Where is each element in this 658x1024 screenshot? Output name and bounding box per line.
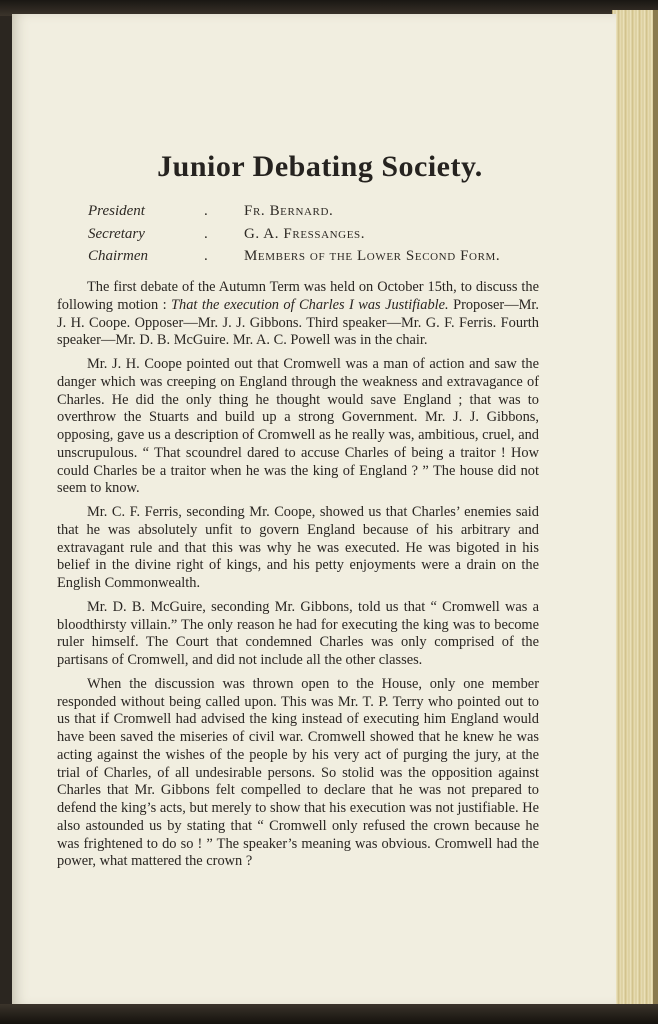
officer-role: President xyxy=(88,203,145,219)
article-body xyxy=(57,279,539,877)
scan-background-bottom xyxy=(0,1004,658,1024)
paragraph-text: The first debate of the Autumn Term was held on October 15th, to discuss the following motion : xyxy=(57,279,539,313)
officer-row-secretary xyxy=(88,226,558,249)
officer-row-chairmen xyxy=(88,248,558,271)
officer-row-president xyxy=(88,203,558,226)
paragraph-text: Proposer—Mr. J. H. Coope. Opposer—Mr. J. J. Gibbons. Third speaker—Mr. G. F. Ferris. Fourth speaker—Mr. D. B. McGuire. Mr. A. C. Powell was in the chair. xyxy=(57,296,540,349)
paragraph-ferris: Mr. C. F. Ferris, seconding Mr. Coope, showed us that Charles’ enemies said that he was absolutely unfit to govern England because of his arbitrary and extravagant rule and that this was why he was executed. He was bigoted in his belief in the divine right of kings, and his petty enjoyments were a drain on the English Commonwealth. xyxy=(57,504,539,591)
paragraph-opening xyxy=(57,279,539,350)
officer-role: Secretary xyxy=(88,225,145,242)
officer-name: G. A. Fressanges. xyxy=(244,225,366,242)
page-title: Junior Debating Society. xyxy=(157,150,483,183)
motion-text: That the execution of Charles I was Justifiable. xyxy=(171,296,449,313)
paragraph-discussion: When the discussion was thrown open to the House, only one member responded without being called upon. This was Mr. T. P. Terry who pointed out to us that if Cromwell had advised the king instead of executing him England would have been saved the miseries of civil war. Cromwell showed that he knew he was acting against the wishes of the people by his very act of purging the jury, at the trial of Charles, of all undesirable persons. So stolid was the opposition against Charles that Mr. Gibbons felt compelled to declare that he was not prepared to defend the king’s acts, but merely to show that his execution was not justifiable. He also astounded us by stating that “ Cromwell only refused the crown because he was frightened to do so ! ” The speaker’s meaning was obvious. Cromwell had the power, what mattered the crown ? xyxy=(57,675,539,870)
officers-list xyxy=(88,203,558,271)
officer-name: Fr. Bernard. xyxy=(244,203,334,219)
officer-dot: . xyxy=(204,248,208,264)
book-page-edges xyxy=(612,10,658,1006)
officer-dot: . xyxy=(204,225,208,242)
paragraph-coope-gibbons: Mr. J. H. Coope pointed out that Cromwell was a man of action and saw the danger which was creeping on England through the weakness and extravagance of Charles. He did the only thing he thought would save England ; that was to overthrow the Stuarts and build up a strong Government. Mr. J. J. Gibbons, opposing, gave us a description of Cromwell as he really was, ambitious, cruel, and unscrupulous. “ That scoundrel dared to accuse Charles of being a traitor ! How could Charles be a traitor when he was the king of England ? ” The house did not seem to know. xyxy=(57,356,539,497)
officer-name: Members of the Lower Second Form. xyxy=(244,248,501,264)
officer-dot: . xyxy=(204,203,208,219)
officer-role: Chairmen xyxy=(88,248,148,264)
paragraph-mcguire: Mr. D. B. McGuire, seconding Mr. Gibbons, told us that “ Cromwell was a bloodthirsty villain.” The only reason he had for executing the king was to become ruler himself. The Court that condemned Charles was only comprised of the partisans of Cromwell, and did not include all the other classes. xyxy=(57,598,539,668)
